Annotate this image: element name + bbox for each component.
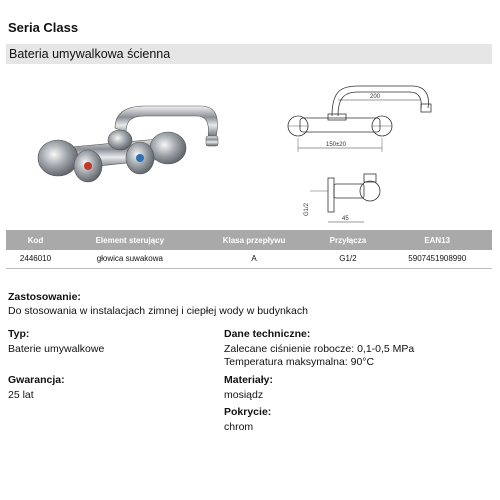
cell-control: głowica suwakowa — [65, 250, 195, 268]
tech-temperature: Temperatura maksymalna: 90°C — [224, 356, 375, 368]
tech-pressure: Zalecane ciśnienie robocze: 0,1-0,5 MPa — [224, 343, 415, 355]
spec-table — [6, 230, 492, 269]
materials-text: mosiądz — [224, 389, 264, 401]
product-band — [6, 44, 492, 64]
coating-text: chrom — [224, 421, 254, 433]
type-text: Baterie umywalkowe — [8, 343, 105, 355]
table-row — [6, 250, 492, 268]
type-label: Typ: — [8, 328, 30, 340]
dim-depth-label: 45 — [342, 216, 349, 222]
col-header: EAN13 — [382, 230, 492, 250]
series-title: Seria Class — [8, 20, 79, 35]
product-name: Bateria umywalkowa ścienna — [9, 47, 171, 61]
cell-flow-class: A — [195, 250, 314, 268]
usage-label: Zastosowanie: — [8, 291, 81, 303]
faucet-photo — [20, 88, 235, 198]
warranty-text: 25 lat — [8, 389, 34, 401]
dim-width-label: 150±20 — [326, 142, 346, 148]
cell-code: 2446010 — [6, 250, 65, 268]
table-header-row — [6, 230, 492, 250]
coating-label: Pokrycie: — [224, 406, 272, 418]
col-header: Klasa przepływu — [195, 230, 314, 250]
cell-connection: G1/2 — [313, 250, 382, 268]
materials-label: Materiały: — [224, 374, 274, 386]
col-header: Kod — [6, 230, 65, 250]
cell-ean: 5907451908990 — [382, 250, 492, 268]
tech-label: Dane techniczne: — [224, 328, 311, 340]
col-header: Element sterujący — [65, 230, 195, 250]
warranty-label: Gwarancja: — [8, 374, 65, 386]
dim-top-label: 200 — [370, 94, 381, 100]
usage-text: Do stosowania w instalacjach zimnej i ciepłej wody w budynkach — [8, 305, 308, 317]
dim-thread-label: G1/2 — [304, 202, 310, 216]
col-header: Przyłącza — [313, 230, 382, 250]
technical-drawing — [270, 78, 450, 228]
